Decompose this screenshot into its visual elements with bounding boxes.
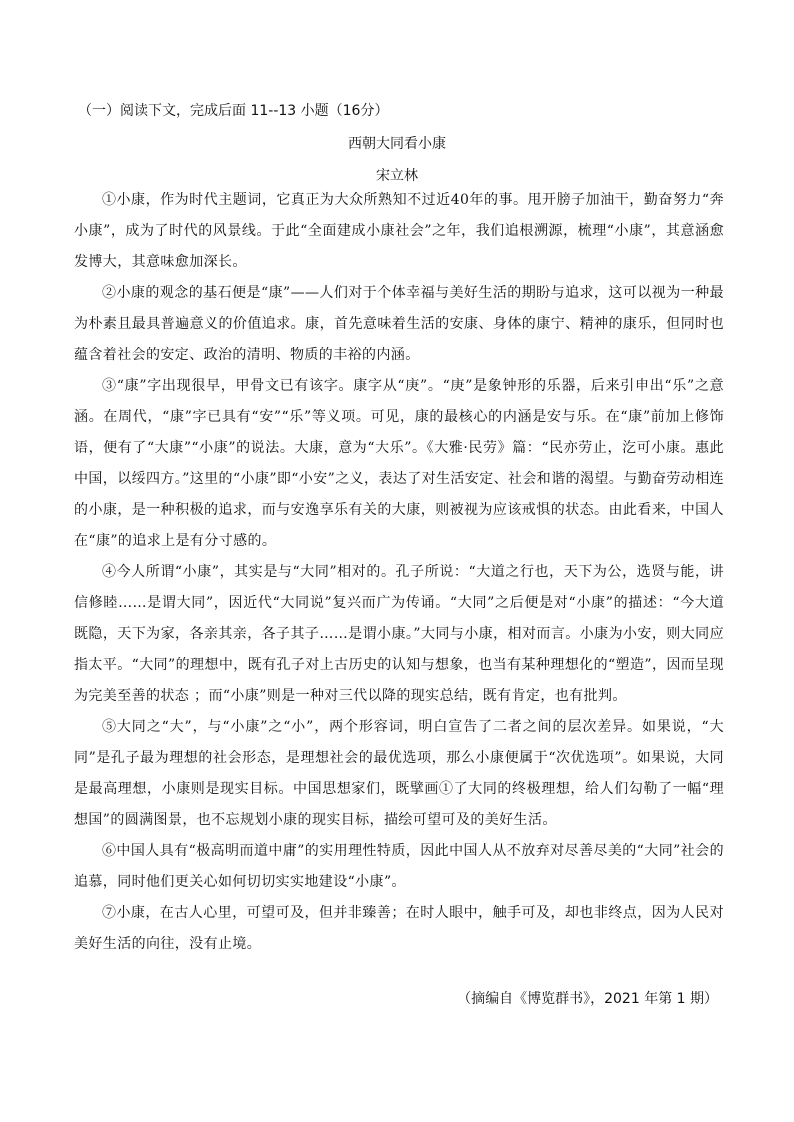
paragraph-3: ③“康”字出现很早，甲骨文已有该字。康字从“庚”。“庚”是象钟形的乐器，后来引申出“乐”之意涵。在周代，“康”字已具有“安”“乐”等义项。可见，康的最核心的内涵是安与乐。在“康”前加上修饰语，便有了“大康”“小康”的说法。大康，意为“大乐”。《大雅·民劳》篇：“民亦劳止，汔可小康。惠此中国，以绥四方。”这里的“小康”即“小安”之义，表达了对生活安定、社会和谐的渴望。与勤奋劳动相连的小康，是一种积极的追求，而与安逸享乐有关的大康，则被视为应该戒惧的状态。由此看来，中国人在“康”的追求上是有分寸感的。: [74, 378, 724, 549]
article-body: [74, 185, 724, 960]
paragraph-7: ⑦小康，在古人心里，可望可及，但并非臻善；在时人眼中，触手可及，却也非终点，因为人民对美好生活的向往，没有止境。: [74, 905, 724, 952]
paragraph-5: ⑤大同之“大”，与“小康”之“小”，两个形容词，明白宣告了二者之间的层次差异。如果说，“大同”是孔子最为理想的社会形态，是理想社会的最优选项，那么小康便属于“次优选项”。如果说，大同是最高理想，小康则是现实目标。中国思想家们，既擘画①了大同的终极理想，给人们勾勒了一幅“理想国”的圆满图景，也不忘规划小康的现实目标，描绘可望可及的美好生活。: [74, 719, 724, 828]
paragraph-2: ②小康的观念的基石便是“康”——人们对于个体幸福与美好生活的期盼与追求，这可以视为一种最为朴素且最具普遍意义的价值追求。康，首先意味着生活的安康、身体的康宁、精神的康乐，但同时也蕴含着社会的安定、政治的清明、物质的丰裕的内涵。: [74, 285, 724, 363]
article-title: 西朝大同看小康: [348, 136, 446, 152]
paragraph-4: ④今人所谓“小康”，其实是与“大同”相对的。孔子所说：“大道之行也，天下为公，选贤与能，讲信修睦……是谓大同”，因近代“大同说”复兴而广为传诵。“大同”之后便是对“小康”的描述：“今大道既隐，天下为家，各亲其亲，各子其子……是谓小康。”大同与小康，相对而言。小康为小安，则大同应指太平。“大同”的理想中，既有孔子对上古历史的认知与想象，也当有某种理想化的“塑造”，因而呈现为完美至善的状态 ；而“小康”则是一种对三代以降的现实总结，既有肯定，也有批判。: [74, 564, 724, 704]
question-header: （一）阅读下文，完成后面 11--13 小题（16分）: [78, 103, 389, 119]
article-author: 宋立林: [376, 168, 418, 184]
paragraph-1: ①小康，作为时代主题词，它真正为大众所熟知不过近40年的事。甩开膀子加油干，勤奋努力“奔小康”，成为了时代的风景线。于此“全面建成小康社会”之年，我们追根溯源，梳理“小康”，其意涵愈发博大，其意味愈加深长。: [74, 192, 724, 270]
article-source: （摘编自《博览群书》，2021 年第 1 期）: [457, 991, 718, 1007]
paragraph-6: ⑥中国人具有“极高明而道中庸”的实用理性特质，因此中国人从不放弃对尽善尽美的“大同”社会的追慕，同时他们更关心如何切切实实地建设“小康”。: [74, 843, 724, 890]
